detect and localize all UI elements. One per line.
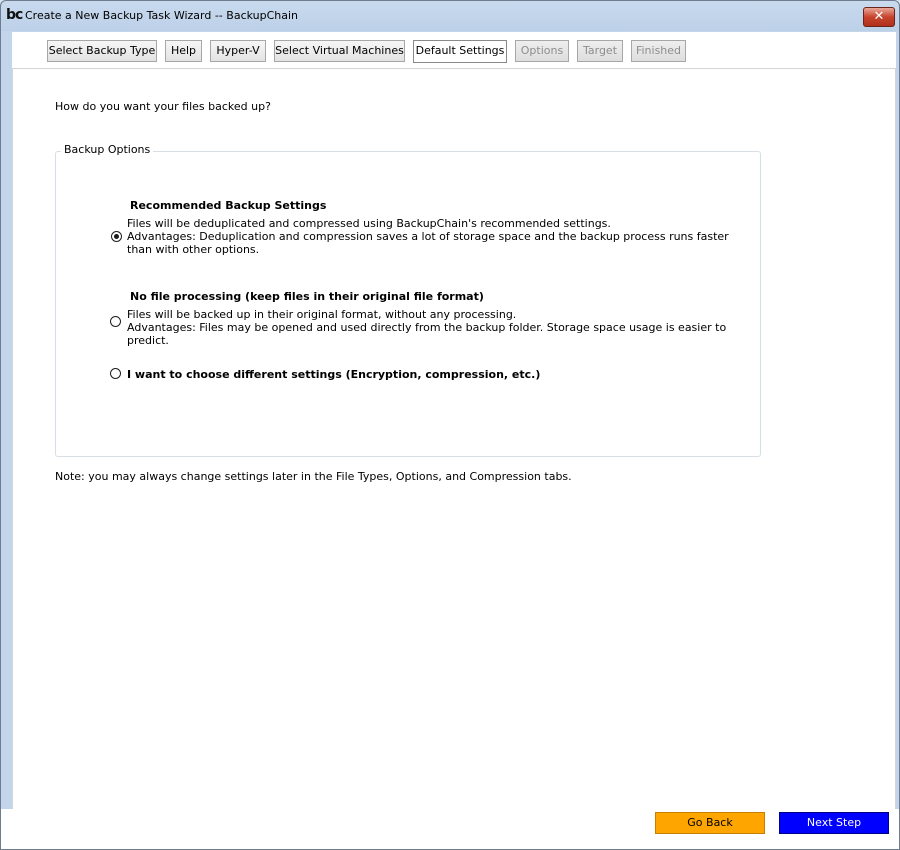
group-label: Backup Options [61,143,153,156]
window-title: Create a New Backup Task Wizard -- BackupChain [25,9,299,22]
tab-select-virtual-machines[interactable] [274,40,405,62]
page-question: How do you want your files backed up? [55,100,271,113]
default-settings-page [12,68,896,809]
tab-default-settings[interactable] [413,40,507,63]
recommended-settings-radio[interactable] [111,231,122,242]
wizard-tabs [12,32,896,68]
tab-target[interactable] [577,40,623,62]
recommended-settings-title[interactable]: Recommended Backup Settings [130,199,327,212]
title-bar [1,1,899,31]
tab-label: Help [170,44,197,57]
radio-selected-dot [114,234,119,239]
tab-label: Select Virtual Machines [275,44,404,57]
app-logo-icon: bc [6,7,23,23]
recommended-settings-description: Files will be deduplicated and compressed using BackupChain's recommended settings. Advantages: Deduplication and compression saves a lot of storage space and the backup process runs faster than with other options. [127,217,729,256]
go-back-button[interactable]: Go Back [655,812,765,834]
wizard-footer [1,809,899,849]
tab-label: Finished [635,44,682,57]
custom-settings-radio[interactable] [110,368,121,379]
tab-label: Default Settings [415,44,505,57]
next-step-button[interactable]: Next Step [779,812,889,834]
no-processing-title[interactable]: No file processing (keep files in their original file format) [130,290,484,303]
no-processing-radio[interactable] [110,316,121,327]
settings-note: Note: you may always change settings later in the File Types, Options, and Compression tabs. [55,470,572,483]
custom-settings-title[interactable]: I want to choose different settings (Encryption, compression, etc.) [127,368,541,381]
close-button[interactable] [863,7,895,27]
tab-label: Target [582,44,618,57]
tab-finished[interactable] [631,40,686,62]
close-icon: ✕ [873,9,885,24]
tab-select-backup-type[interactable] [47,40,157,62]
no-processing-description: Files will be backed up in their original format, without any processing. Advantages: Files may be opened and used directly from the backup folder. Storage space usage is easier to predict. [127,308,727,347]
tab-label: Select Backup Type [48,44,156,57]
backup-options-group [55,143,761,457]
tab-help[interactable] [165,40,202,62]
tab-hyper-v[interactable] [210,40,266,62]
tab-label: Hyper-V [216,44,260,57]
tab-options[interactable] [515,40,569,62]
tab-label: Options [520,44,564,57]
